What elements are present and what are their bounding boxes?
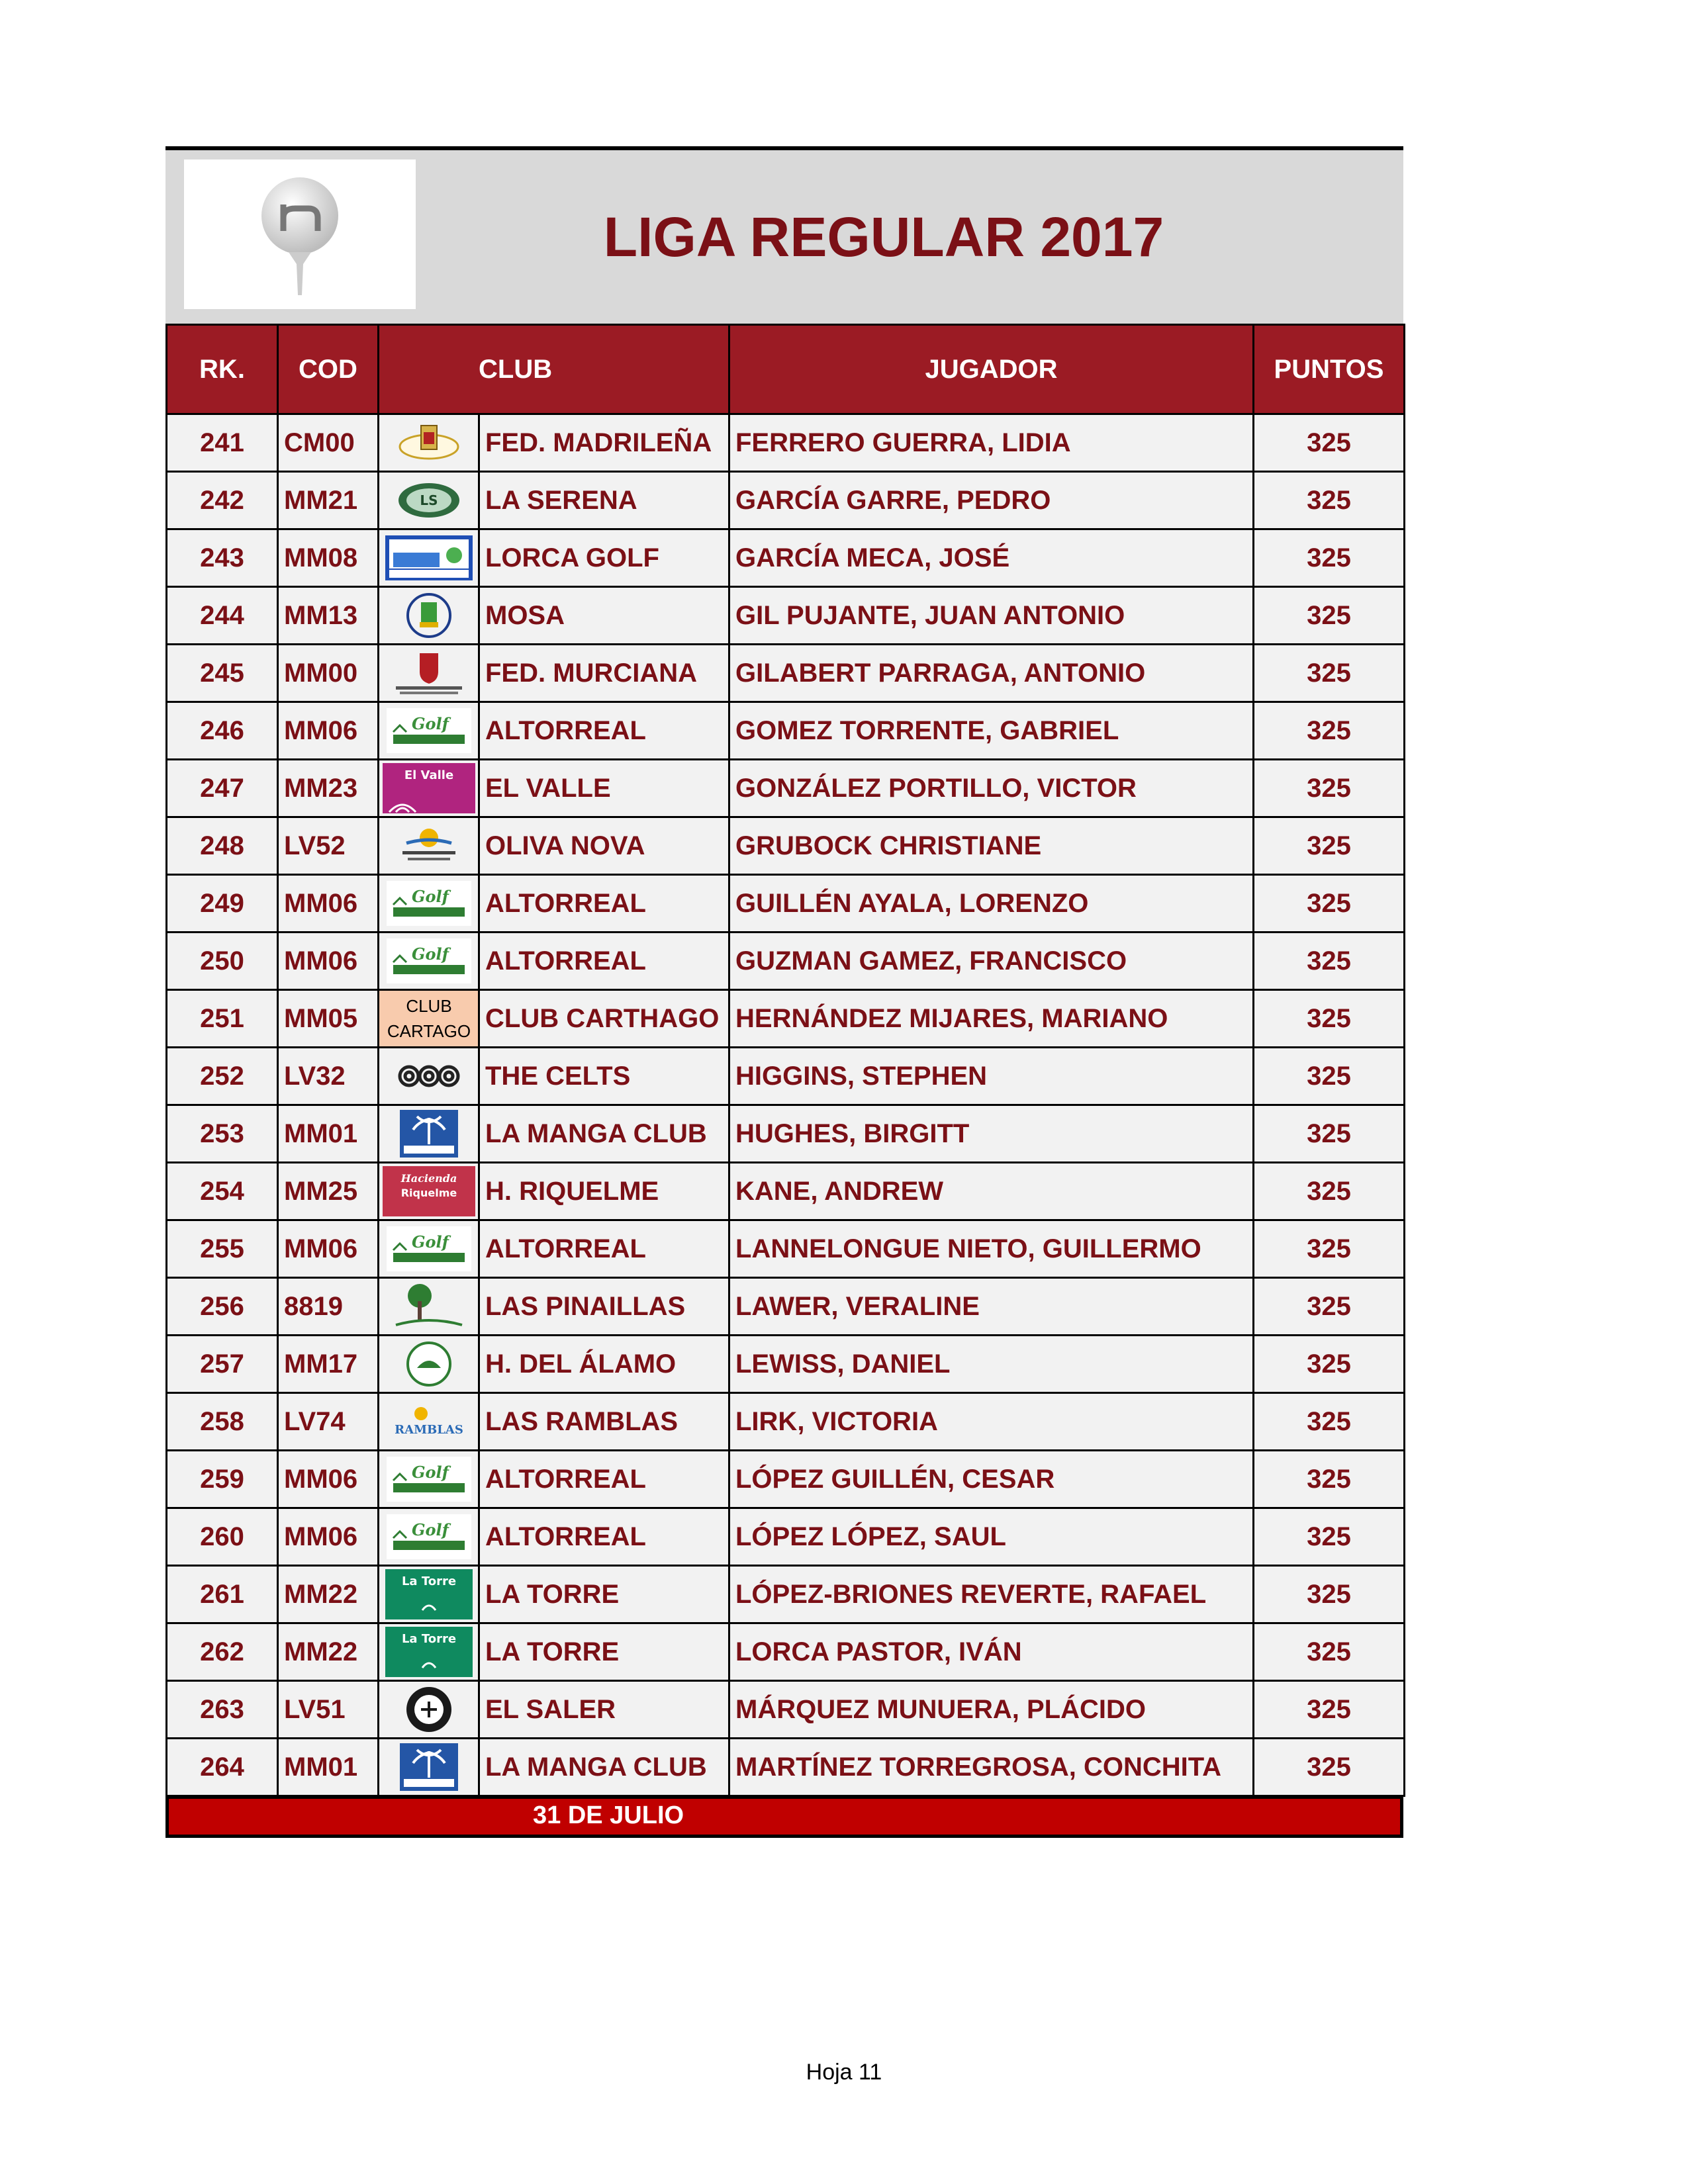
la-manga-logo-icon xyxy=(383,1109,475,1159)
altorreal-logo-icon xyxy=(383,878,475,929)
rank-cell: 249 xyxy=(167,875,278,933)
header-rk: RK. xyxy=(167,325,278,414)
player-name-cell: GRUBOCK CHRISTIANE xyxy=(729,817,1254,875)
svg-text:Golf: Golf xyxy=(411,1232,449,1251)
svg-text:Golf: Golf xyxy=(411,714,449,733)
code-cell: MM22 xyxy=(278,1623,379,1681)
code-cell: MM06 xyxy=(278,1220,379,1278)
club-name-cell: EL VALLE xyxy=(479,760,729,817)
rank-cell: 243 xyxy=(167,529,278,587)
code-cell: CM00 xyxy=(278,414,379,472)
club-name-cell: LORCA GOLF xyxy=(479,529,729,587)
player-name-cell: HERNÁNDEZ MIJARES, MARIANO xyxy=(729,990,1254,1048)
table-row xyxy=(167,1336,1405,1393)
badge-text: CLUB xyxy=(406,996,452,1016)
rank-cell: 248 xyxy=(167,817,278,875)
points-cell: 325 xyxy=(1254,1393,1405,1451)
table-header-row xyxy=(167,325,1405,414)
club-name-cell: FED. MURCIANA xyxy=(479,645,729,702)
badge-text: CARTAGO xyxy=(387,1021,471,1041)
club-logo-cell xyxy=(379,1105,479,1163)
club-cartago-badge xyxy=(379,991,479,1046)
player-name-cell: LÓPEZ-BRIONES REVERTE, RAFAEL xyxy=(729,1566,1254,1623)
club-logo-cell xyxy=(379,1163,479,1220)
club-logo-cell xyxy=(379,1048,479,1105)
club-name-cell: LA MANGA CLUB xyxy=(479,1739,729,1796)
rank-cell: 261 xyxy=(167,1566,278,1623)
club-logo-cell xyxy=(379,529,479,587)
table-row xyxy=(167,1163,1405,1220)
club-logo-cell xyxy=(379,1566,479,1623)
altorreal-logo-icon xyxy=(383,1454,475,1504)
points-cell: 325 xyxy=(1254,414,1405,472)
player-name-cell: MÁRQUEZ MUNUERA, PLÁCIDO xyxy=(729,1681,1254,1739)
club-logo-cell xyxy=(379,760,479,817)
club-logo-cell xyxy=(379,472,479,529)
player-name-cell: GILABERT PARRAGA, ANTONIO xyxy=(729,645,1254,702)
player-name-cell: KANE, ANDREW xyxy=(729,1163,1254,1220)
svg-text:LS: LS xyxy=(419,492,438,508)
page-label: Hoja 11 xyxy=(806,2060,882,2085)
table-row xyxy=(167,1739,1405,1796)
club-name-cell: OLIVA NOVA xyxy=(479,817,729,875)
club-logo-cell xyxy=(379,1739,479,1796)
club-name-cell: ALTORREAL xyxy=(479,875,729,933)
club-name-cell: MOSA xyxy=(479,587,729,645)
ranking-rows xyxy=(167,414,1405,1796)
club-logo-cell xyxy=(379,645,479,702)
points-cell: 325 xyxy=(1254,1451,1405,1508)
club-name-cell: ALTORREAL xyxy=(479,1451,729,1508)
club-logo-cell xyxy=(379,414,479,472)
la-manga-logo-icon xyxy=(383,1742,475,1792)
table-row xyxy=(167,1393,1405,1451)
code-cell: MM06 xyxy=(278,1451,379,1508)
points-cell: 325 xyxy=(1254,1278,1405,1336)
la-torre-logo-icon xyxy=(383,1569,475,1619)
table-row xyxy=(167,414,1405,472)
club-name-cell: ALTORREAL xyxy=(479,702,729,760)
table-row xyxy=(167,1566,1405,1623)
player-name-cell: FERRERO GUERRA, LIDIA xyxy=(729,414,1254,472)
svg-text:Hacienda: Hacienda xyxy=(400,1172,457,1185)
altorreal-logo-icon xyxy=(383,936,475,986)
points-cell: 325 xyxy=(1254,760,1405,817)
points-cell: 325 xyxy=(1254,1739,1405,1796)
rank-cell: 258 xyxy=(167,1393,278,1451)
club-name-cell: H. DEL ÁLAMO xyxy=(479,1336,729,1393)
table-row xyxy=(167,1105,1405,1163)
svg-text:RAMBLAS: RAMBLAS xyxy=(394,1423,463,1437)
altorreal-logo-icon xyxy=(383,1512,475,1562)
rank-cell: 264 xyxy=(167,1739,278,1796)
player-name-cell: LANNELONGUE NIETO, GUILLERMO xyxy=(729,1220,1254,1278)
points-cell: 325 xyxy=(1254,875,1405,933)
code-cell: MM17 xyxy=(278,1336,379,1393)
club-name-cell: LA TORRE xyxy=(479,1566,729,1623)
svg-text:La Torre: La Torre xyxy=(401,1632,456,1646)
club-name-cell: THE CELTS xyxy=(479,1048,729,1105)
table-row xyxy=(167,933,1405,990)
club-name-cell: LA SERENA xyxy=(479,472,729,529)
points-cell: 325 xyxy=(1254,645,1405,702)
table-row xyxy=(167,1278,1405,1336)
club-name-cell: LAS PINAILLAS xyxy=(479,1278,729,1336)
code-cell: LV52 xyxy=(278,817,379,875)
club-logo-cell xyxy=(379,1451,479,1508)
header-puntos: PUNTOS xyxy=(1254,325,1405,414)
rank-cell: 259 xyxy=(167,1451,278,1508)
club-logo-cell xyxy=(379,875,479,933)
table-row xyxy=(167,702,1405,760)
rank-cell: 245 xyxy=(167,645,278,702)
club-logo-cell xyxy=(379,817,479,875)
table-row xyxy=(167,1220,1405,1278)
club-name-cell: FED. MADRILEÑA xyxy=(479,414,729,472)
player-name-cell: GONZÁLEZ PORTILLO, VICTOR xyxy=(729,760,1254,817)
player-name-cell: GOMEZ TORRENTE, GABRIEL xyxy=(729,702,1254,760)
footer-date-bar xyxy=(165,1797,1403,1838)
table-row xyxy=(167,587,1405,645)
club-logo-cell xyxy=(379,1220,479,1278)
rank-cell: 255 xyxy=(167,1220,278,1278)
riquelme-logo-icon xyxy=(383,1166,475,1216)
code-cell: MM23 xyxy=(278,760,379,817)
points-cell: 325 xyxy=(1254,1336,1405,1393)
altorreal-logo-icon xyxy=(383,705,475,756)
points-cell: 325 xyxy=(1254,1105,1405,1163)
table-row xyxy=(167,875,1405,933)
code-cell: MM06 xyxy=(278,933,379,990)
points-cell: 325 xyxy=(1254,817,1405,875)
rank-cell: 241 xyxy=(167,414,278,472)
svg-text:Golf: Golf xyxy=(411,1463,449,1482)
player-name-cell: LÓPEZ GUILLÉN, CESAR xyxy=(729,1451,1254,1508)
rank-cell: 247 xyxy=(167,760,278,817)
header-club xyxy=(379,325,729,414)
code-cell: LV74 xyxy=(278,1393,379,1451)
svg-text:El Valle: El Valle xyxy=(404,768,453,782)
code-cell: MM21 xyxy=(278,472,379,529)
table-row xyxy=(167,645,1405,702)
table-row xyxy=(167,529,1405,587)
player-name-cell: MARTÍNEZ TORREGROSA, CONCHITA xyxy=(729,1739,1254,1796)
rank-cell: 256 xyxy=(167,1278,278,1336)
club-name-cell: LA TORRE xyxy=(479,1623,729,1681)
points-cell: 325 xyxy=(1254,1681,1405,1739)
page-title: LIGA REGULAR 2017 xyxy=(603,206,1164,268)
header-cod: COD xyxy=(278,325,379,414)
table-row xyxy=(167,817,1405,875)
the-celts-spirals-icon xyxy=(383,1051,475,1101)
table-row xyxy=(167,1681,1405,1739)
club-logo-cell xyxy=(379,1336,479,1393)
player-name-cell: LAWER, VERALINE xyxy=(729,1278,1254,1336)
player-name-cell: LEWISS, DANIEL xyxy=(729,1336,1254,1393)
code-cell: MM00 xyxy=(278,645,379,702)
rank-cell: 250 xyxy=(167,933,278,990)
las-ramblas-logo-icon xyxy=(383,1396,475,1447)
club-logo-cell xyxy=(379,1393,479,1451)
ranking-table xyxy=(165,324,1405,1797)
svg-text:Golf: Golf xyxy=(411,887,449,906)
code-cell: MM01 xyxy=(278,1739,379,1796)
points-cell: 325 xyxy=(1254,702,1405,760)
el-valle-logo-icon xyxy=(383,763,475,813)
points-cell: 325 xyxy=(1254,1163,1405,1220)
player-name-cell: LORCA PASTOR, IVÁN xyxy=(729,1623,1254,1681)
club-name-cell: CLUB CARTHAGO xyxy=(479,990,729,1048)
rank-cell: 253 xyxy=(167,1105,278,1163)
svg-text:La Torre: La Torre xyxy=(401,1574,456,1588)
club-name-cell: LA MANGA CLUB xyxy=(479,1105,729,1163)
code-cell: MM01 xyxy=(278,1105,379,1163)
rank-cell: 262 xyxy=(167,1623,278,1681)
lorca-golf-logo-icon xyxy=(383,533,475,583)
la-torre-logo-icon xyxy=(383,1627,475,1677)
points-cell: 325 xyxy=(1254,529,1405,587)
player-name-cell: GUILLÉN AYALA, LORENZO xyxy=(729,875,1254,933)
player-name-cell: HIGGINS, STEPHEN xyxy=(729,1048,1254,1105)
club-name-cell: ALTORREAL xyxy=(479,1508,729,1566)
code-cell: MM13 xyxy=(278,587,379,645)
club-logo-cell xyxy=(379,587,479,645)
oliva-nova-logo-icon xyxy=(383,821,475,871)
el-saler-logo-icon xyxy=(383,1684,475,1735)
player-name-cell: GARCÍA MECA, JOSÉ xyxy=(729,529,1254,587)
mosa-crest-icon xyxy=(383,590,475,641)
points-cell: 325 xyxy=(1254,472,1405,529)
rank-cell: 254 xyxy=(167,1163,278,1220)
rank-cell: 244 xyxy=(167,587,278,645)
points-cell: 325 xyxy=(1254,990,1405,1048)
code-cell: MM05 xyxy=(278,990,379,1048)
footer-date: 31 DE JULIO xyxy=(533,1801,684,1829)
hacienda-alamo-logo-icon xyxy=(383,1339,475,1389)
club-name-cell: ALTORREAL xyxy=(479,933,729,990)
table-row xyxy=(167,990,1405,1048)
table-row xyxy=(167,472,1405,529)
points-cell: 325 xyxy=(1254,587,1405,645)
header-jugador: JUGADOR xyxy=(729,325,1254,414)
club-name-cell: H. RIQUELME xyxy=(479,1163,729,1220)
ranking-sheet xyxy=(165,146,1403,1838)
code-cell: MM06 xyxy=(278,1508,379,1566)
rank-cell: 257 xyxy=(167,1336,278,1393)
points-cell: 325 xyxy=(1254,1623,1405,1681)
player-name-cell: GIL PUJANTE, JUAN ANTONIO xyxy=(729,587,1254,645)
code-cell: MM06 xyxy=(278,875,379,933)
las-pinaillas-logo-icon xyxy=(383,1281,475,1332)
club-logo-cell xyxy=(379,1681,479,1739)
table-row xyxy=(167,1623,1405,1681)
fed-madrilena-crest-icon xyxy=(383,418,475,468)
player-name-cell: GUZMAN GAMEZ, FRANCISCO xyxy=(729,933,1254,990)
sheet-header xyxy=(165,146,1403,324)
svg-text:Riquelme: Riquelme xyxy=(400,1187,457,1199)
points-cell: 325 xyxy=(1254,1508,1405,1566)
points-cell: 325 xyxy=(1254,1566,1405,1623)
code-cell: 8819 xyxy=(278,1278,379,1336)
rank-cell: 246 xyxy=(167,702,278,760)
fed-murciana-logo-icon xyxy=(383,648,475,698)
code-cell: MM08 xyxy=(278,529,379,587)
club-logo-cell xyxy=(379,702,479,760)
svg-text:Golf: Golf xyxy=(411,1520,449,1539)
club-logo-cell xyxy=(379,933,479,990)
points-cell: 325 xyxy=(1254,1048,1405,1105)
code-cell: MM22 xyxy=(278,1566,379,1623)
club-logo-cell xyxy=(379,1278,479,1336)
club-logo-cell xyxy=(379,990,479,1048)
club-name-cell: EL SALER xyxy=(479,1681,729,1739)
code-cell: MM06 xyxy=(278,702,379,760)
club-name-cell: ALTORREAL xyxy=(479,1220,729,1278)
rank-cell: 260 xyxy=(167,1508,278,1566)
table-row xyxy=(167,1508,1405,1566)
points-cell: 325 xyxy=(1254,1220,1405,1278)
code-cell: MM25 xyxy=(278,1163,379,1220)
rank-cell: 242 xyxy=(167,472,278,529)
la-serena-badge-icon xyxy=(383,475,475,525)
club-logo-cell xyxy=(379,1623,479,1681)
player-name-cell: GARCÍA GARRE, PEDRO xyxy=(729,472,1254,529)
svg-text:Golf: Golf xyxy=(411,944,449,964)
code-cell: LV51 xyxy=(278,1681,379,1739)
rank-cell: 263 xyxy=(167,1681,278,1739)
player-name-cell: LIRK, VICTORIA xyxy=(729,1393,1254,1451)
points-cell: 325 xyxy=(1254,933,1405,990)
table-row xyxy=(167,1048,1405,1105)
club-logo-cell xyxy=(379,1508,479,1566)
header-club-label: CLUB xyxy=(479,354,553,384)
club-name-cell: LAS RAMBLAS xyxy=(479,1393,729,1451)
player-name-cell: HUGHES, BIRGITT xyxy=(729,1105,1254,1163)
table-row xyxy=(167,760,1405,817)
table-row xyxy=(167,1451,1405,1508)
player-name-cell: LÓPEZ LÓPEZ, SAUL xyxy=(729,1508,1254,1566)
rank-cell: 252 xyxy=(167,1048,278,1105)
code-cell: LV32 xyxy=(278,1048,379,1105)
rank-cell: 251 xyxy=(167,990,278,1048)
altorreal-logo-icon xyxy=(383,1224,475,1274)
